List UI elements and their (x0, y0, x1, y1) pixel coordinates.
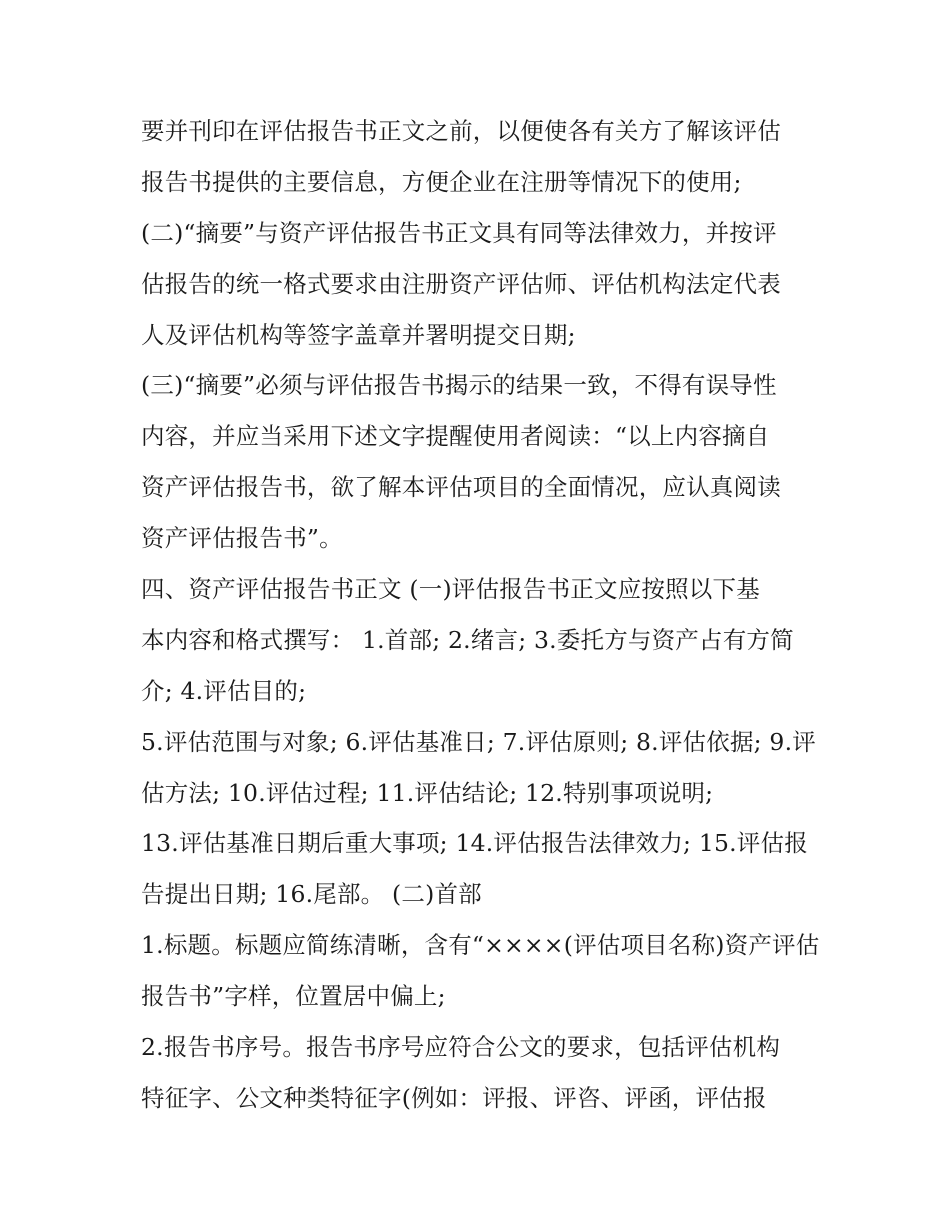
text-line: 告提出日期; 16.尾部。 (二)首部 (141, 880, 482, 909)
text-line: (二)“摘要”与资产评估报告书正文具有同等法律效力，并按评 (141, 218, 777, 247)
text-line: 5.评估范围与对象; 6.评估基准日; 7.评估原则; 8.评估依据; 9.评 (141, 727, 816, 756)
text-line: 2.报告书序号。报告书序号应符合公文的要求，包括评估机构 (141, 1033, 781, 1062)
text-line: 要并刊印在评估报告书正文之前，以便使各有关方了解该评估 (141, 117, 781, 145)
text-line: 估方法; 10.评估过程; 11.评估结论; 12.特别事项说明; (141, 778, 714, 807)
text-line: 人及评估机构等签字盖章并署明提交日期; (141, 320, 576, 349)
text-line: 介; 4.评估目的; (141, 676, 307, 705)
text-line: 内容，并应当采用下述文字提醒使用者阅读：“以上内容摘自 (141, 422, 770, 451)
text-line: 特征字、公文种类特征字(例如：评报、评咨、评函，评估报 (141, 1083, 767, 1112)
text-line: 资产评估报告书，欲了解本评估项目的全面情况，应认真阅读 (141, 473, 781, 502)
document-body (141, 106, 821, 1124)
text-line: 估报告的统一格式要求由注册资产评估师、评估机构法定代表 (141, 269, 781, 298)
text-line: 报告书”字样，位置居中偏上; (141, 982, 446, 1011)
text-line: 资产评估报告书”。 (141, 524, 343, 553)
text-line: 报告书提供的主要信息，方便企业在注册等情况下的使用; (141, 167, 742, 196)
text-line: 四、资产评估报告书正文 (一)评估报告书正文应按照以下基 (141, 575, 760, 604)
text-line: (三)“摘要”必须与评估报告书揭示的结果一致，不得有误导性 (141, 371, 777, 400)
text-line: 本内容和格式撰写： 1.首部; 2.绪言; 3.委托方与资产占有方简 (141, 625, 794, 654)
text-line: 1.标题。标题应简练清晰，含有“××××(评估项目名称)资产评估 (141, 931, 820, 960)
text-line: 13.评估基准日期后重大事项; 14.评估报告法律效力; 15.评估报 (141, 829, 808, 858)
